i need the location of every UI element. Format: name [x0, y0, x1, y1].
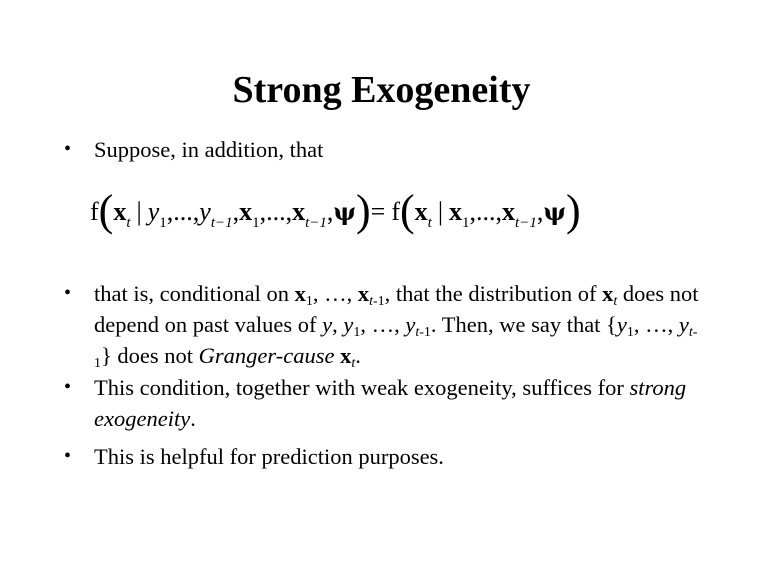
eq-y: y — [199, 197, 211, 226]
text-run: that is, conditional on — [94, 281, 295, 306]
eq-comma: , — [232, 197, 240, 226]
eq-dots: ,..., — [469, 197, 503, 226]
y-var: y — [678, 312, 689, 337]
bullet-text: This is helpful for prediction purposes. — [94, 444, 444, 469]
bullet-item-suppose — [64, 134, 704, 165]
bullet-item-condition — [64, 372, 704, 434]
text-run: , that the distribution of — [384, 281, 603, 306]
subscript: t — [613, 294, 618, 309]
x-vector: x — [357, 281, 370, 306]
bullet-marker: • — [64, 282, 72, 304]
eq-comma: , — [326, 197, 334, 226]
bullet-text: Suppose, in addition, that — [94, 137, 324, 162]
bullet-marker: • — [64, 376, 72, 398]
bullet-item-conditional — [64, 278, 704, 371]
subscript: t — [351, 356, 356, 371]
text-run: , …, — [312, 281, 358, 306]
granger-cause-term: Granger-cause — [198, 343, 335, 368]
strong-exogeneity-term: strong exogeneity — [94, 375, 687, 431]
subscript: t-1 — [415, 325, 431, 340]
text-run: . Then, we say that { — [430, 312, 617, 337]
eq-comma: , — [536, 197, 544, 226]
equation-strong-exogeneity: f(xt | y1,...,yt−1,x1,...,xt−1,ψ)= f(xt | x1,...,xt−1,ψ) — [90, 184, 690, 240]
eq-dots: ,..., — [259, 197, 293, 226]
bullet-item-prediction — [64, 441, 704, 472]
eq-x: x — [113, 197, 127, 226]
eq-psi: ψ — [333, 197, 356, 226]
subscript: t-1 — [369, 294, 385, 309]
eq-psi: ψ — [543, 197, 566, 226]
subscript: t-1 — [94, 325, 698, 371]
bullet-marker: • — [64, 138, 72, 160]
text-run: , …, — [633, 312, 679, 337]
slide-title: Strong Exogeneity — [232, 69, 531, 111]
subscript: 1 — [305, 294, 313, 309]
eq-x: x — [292, 197, 306, 226]
eq-x: x — [449, 197, 463, 226]
text-run: . — [190, 406, 196, 431]
eq-bar: | — [437, 197, 444, 226]
y-var: y — [343, 312, 354, 337]
eq-x: x — [239, 197, 253, 226]
text-run: } does not — [101, 343, 199, 368]
subscript: 1 — [626, 325, 634, 340]
eq-equals: = — [370, 197, 386, 226]
bullet-marker: • — [64, 445, 72, 467]
y-var: y — [616, 312, 627, 337]
eq-bar: | — [136, 197, 142, 226]
x-vector: x — [294, 281, 306, 306]
eq-x: x — [502, 197, 516, 226]
eq-f-right: f — [391, 197, 400, 226]
text-run: , …, — [360, 312, 406, 337]
eq-y: y — [147, 197, 160, 226]
y-var: y — [405, 312, 416, 337]
eq-f-left: f — [90, 197, 99, 226]
text-run: does not depend on past values of — [94, 281, 699, 337]
x-vector: x — [340, 343, 352, 368]
text-run: , — [332, 312, 344, 337]
text-run: . — [355, 343, 361, 368]
eq-dots: ,..., — [166, 197, 200, 226]
x-vector: x — [602, 281, 614, 306]
y-var: y — [322, 312, 333, 337]
text-run: This condition, together with weak exogeneity, suffices for — [94, 375, 630, 400]
eq-x: x — [414, 197, 428, 226]
subscript: 1 — [353, 325, 361, 340]
